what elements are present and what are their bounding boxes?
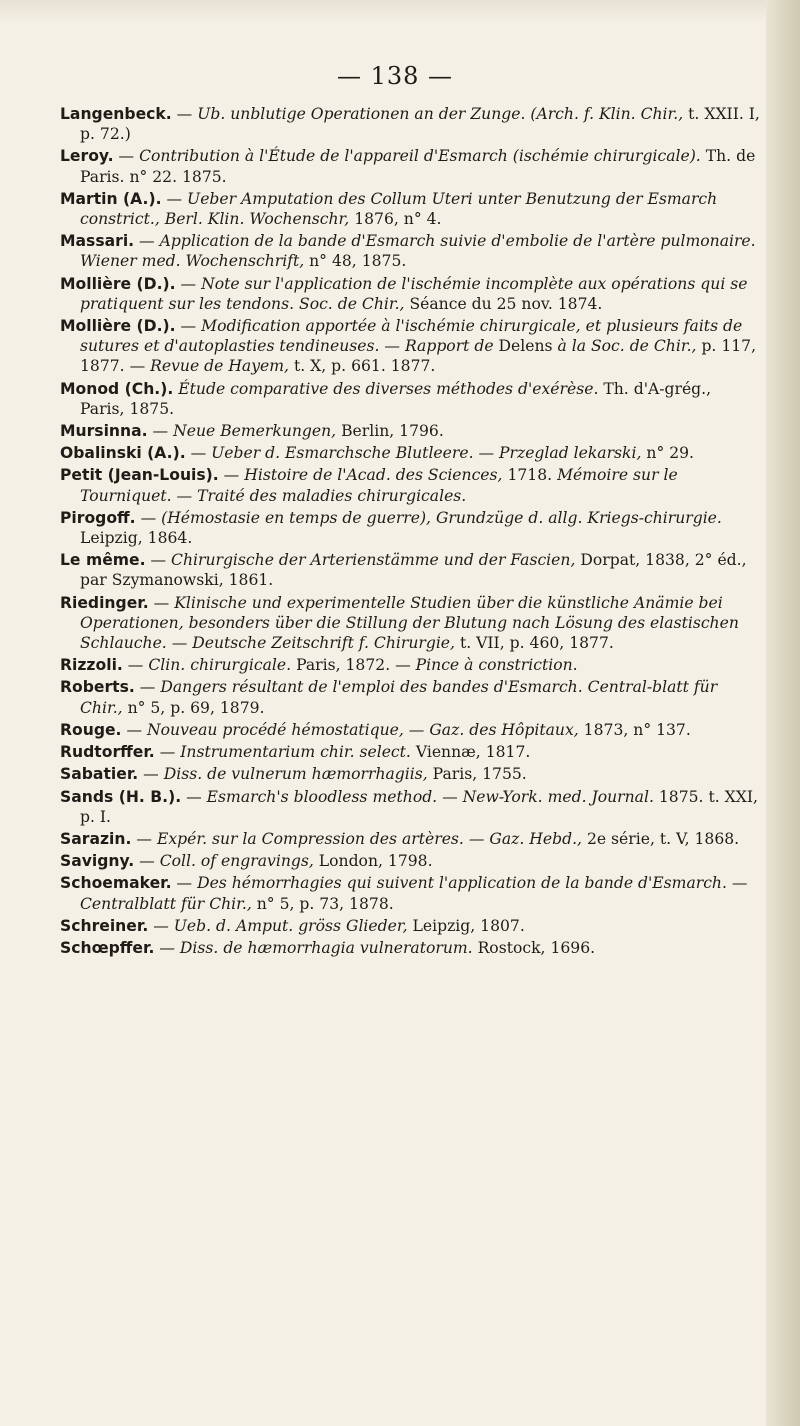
- entry-text: London, 1798.: [313, 852, 433, 871]
- entry-title-text: Ub. unblutige Operationen an der Zunge. (Arch. f. Klin. Chir.,: [197, 105, 684, 123]
- entry-text: 1873, n° 137.: [578, 720, 691, 739]
- entry-text: —: [121, 720, 147, 739]
- entry-text: 2e série, t. V, 1868.: [581, 829, 740, 848]
- entry-text: 1718.: [502, 466, 558, 485]
- entry-text: Leipzig, 1864.: [80, 529, 193, 548]
- bibliography-entry: [60, 274, 760, 314]
- page-number: — 138 —: [336, 62, 454, 90]
- entry-text: —: [135, 508, 162, 527]
- bibliography-entry: [60, 146, 760, 186]
- bibliography-entry: [60, 379, 760, 419]
- entry-author: Rudtorffer.: [60, 743, 155, 762]
- entry-title-text: Modification apportée à l'ischémie chirurgicale, et plusieurs faits de sutures et d'autoplasties tendineuses. — Rapport de: [80, 317, 743, 356]
- bibliography-entry: [60, 465, 760, 505]
- entry-text: —: [175, 317, 202, 336]
- entry-author: Sands (H. B.).: [60, 787, 182, 806]
- entry-author: Massari.: [60, 232, 135, 251]
- bibliography-entry: [60, 231, 760, 271]
- entry-title-text: Note sur l'application de l'ischémie incomplète aux opérations qui se pratiquent sur les tendons. Soc. de Chir.,: [80, 274, 748, 313]
- entry-text: —: [145, 551, 172, 570]
- entry-author: Le même.: [60, 551, 146, 570]
- entry-title-text: Diss. de vulnerum hæmorrhagiis,: [163, 765, 428, 784]
- entry-title-text: Pince à constriction.: [415, 656, 578, 675]
- entry-text: —: [171, 874, 198, 893]
- entry-title-text: Application de la bande d'Esmarch suivie d'embolie de l'artère pulmonaire. Wiener med. Wochenschrift,: [80, 232, 756, 271]
- bibliography-entry: [60, 655, 760, 675]
- entry-author: Mollière (D.).: [60, 317, 176, 336]
- entry-title-text: Contribution à l'Étude de l'appareil d'Esmarch (ischémie chirurgicale).: [139, 147, 701, 166]
- entry-author: Sarazin.: [60, 829, 132, 848]
- entry-text: Delens: [493, 337, 558, 356]
- entry-text: —: [122, 656, 149, 675]
- entry-text: 1875. t. XXI, p. I.: [80, 787, 758, 826]
- bibliography-entry: [60, 550, 760, 590]
- entry-author: Savigny.: [60, 852, 135, 871]
- entry-text: —: [154, 743, 181, 762]
- entry-author: Martin (A.).: [60, 189, 162, 208]
- entry-text: Paris, 1755.: [427, 765, 527, 784]
- entry-text: t. XXII. I, p. 72.): [80, 105, 760, 144]
- entry-author: Rouge.: [60, 720, 122, 739]
- entry-title-text: Clin. chirurgicale.: [148, 656, 292, 675]
- bibliography-entry: [60, 829, 760, 849]
- entry-author: Petit (Jean-Louis).: [60, 466, 219, 485]
- entry-text: —: [171, 105, 198, 123]
- entry-text: —: [131, 829, 157, 848]
- bibliography-entry: [60, 316, 760, 377]
- entry-author: Schœpffer.: [60, 938, 155, 957]
- bibliography-entry: [60, 104, 760, 144]
- entry-author: Schoemaker.: [60, 874, 172, 893]
- entry-text: —: [134, 678, 161, 697]
- entry-author: Roberts.: [60, 678, 135, 697]
- entry-text: —: [161, 189, 188, 208]
- entry-text: —: [134, 852, 160, 871]
- entry-author: Langenbeck.: [60, 105, 172, 123]
- bibliography-entry: [60, 851, 760, 871]
- entry-text: —: [185, 444, 212, 463]
- entry-text: t. X, p. 661. 1877.: [289, 357, 436, 376]
- entry-title-text: Ueber d. Esmarchsche Blutleere. — Przeglad lekarski,: [211, 444, 642, 463]
- entry-title-text: Revue de Hayem,: [150, 357, 290, 376]
- entry-title-text: Chirurgische der Arterienstämme und der Fascien,: [171, 551, 576, 570]
- entry-title-text: Klinische und experimentelle Studien über die künstliche Anämie bei Operationen, besonders über die Stillung der Blutung nach Lösung des elastischen Schlauche. — Deutsche Zeitschrift f. Chirurgie,: [80, 593, 739, 653]
- entry-text: 1876, n° 4.: [349, 210, 442, 229]
- entry-title-text: Diss. de hæmorrhagia vulneratorum.: [179, 938, 473, 957]
- entry-text: p. 117, 1877. —: [80, 337, 757, 376]
- entry-text: Paris, 1872. —: [291, 656, 416, 675]
- bibliography-entry: [60, 787, 760, 827]
- entry-text: —: [148, 916, 174, 935]
- entry-text: —: [113, 147, 140, 166]
- entry-title-text: Expér. sur la Compression des artères. — Gaz. Hebd.,: [156, 829, 582, 848]
- entry-text: t. VII, p. 460, 1877.: [455, 634, 614, 653]
- entry-text: —: [181, 787, 207, 806]
- entry-title-text: Esmarch's bloodless method. — New-York. med. Journal.: [206, 787, 654, 806]
- entry-title-text: Nouveau procédé hémostatique, — Gaz. des Hôpitaux,: [147, 720, 579, 739]
- bibliography-entry: [60, 421, 760, 441]
- entry-author: Leroy.: [60, 147, 114, 166]
- entry-text: —: [218, 466, 245, 485]
- entry-title-text: Histoire de l'Acad. des Sciences,: [244, 466, 503, 485]
- entry-author: Rizzoli.: [60, 656, 123, 675]
- entry-title-text: Coll. of engravings,: [159, 852, 314, 871]
- bibliography-entry: [60, 720, 760, 740]
- entry-author: Pirogoff.: [60, 508, 136, 527]
- entry-text: n° 5, p. 69, 1879.: [122, 698, 265, 717]
- entry-text: —: [175, 274, 202, 293]
- bibliography-entry: [60, 873, 760, 913]
- bibliography-entry: [60, 916, 760, 936]
- entry-text: —: [138, 765, 164, 784]
- bibliography-entry: [60, 443, 760, 463]
- entry-title-text: Instrumentarium chir. select.: [180, 743, 411, 762]
- entry-title-text: Étude comparative des diverses méthodes d'exérèse.: [178, 379, 599, 398]
- bibliography-entry: [60, 593, 760, 654]
- entry-text: —: [148, 593, 175, 612]
- bibliography-entry: [60, 508, 760, 548]
- entry-text: Rostock, 1696.: [472, 938, 596, 957]
- entry-title-text: Neue Bemerkungen,: [173, 422, 337, 441]
- page-right-edge: [766, 0, 800, 1426]
- entry-title-text: Ueber Amputation des Collum Uteri unter Benutzung der Esmarch constrict., Berl. Klin. Wochenschr,: [80, 189, 718, 229]
- entry-text: Viennæ, 1817.: [410, 743, 531, 762]
- bibliography-entry: [60, 764, 760, 784]
- entry-text: —: [154, 938, 180, 957]
- entry-title-text: Des hémorrhagies qui suivent l'application de la bande d'Esmarch. — Centralblatt für Chir.,: [80, 874, 748, 913]
- entry-text: Th. d'A-grég., Paris, 1875.: [80, 379, 712, 418]
- entry-title-text: à la Soc. de Chir.,: [557, 337, 697, 356]
- entry-text: Séance du 25 nov. 1874.: [404, 294, 603, 313]
- entry-text: —: [134, 232, 160, 251]
- entry-author: Mursinna.: [60, 422, 148, 441]
- entry-title-text: Dangers résultant de l'emploi des bandes d'Esmarch. Central-blatt für Chir.,: [80, 678, 718, 717]
- entry-author: Schreiner.: [60, 916, 149, 935]
- entry-text: —: [147, 422, 174, 441]
- entry-author: Mollière (D.).: [60, 274, 176, 293]
- entry-author: Monod (Ch.).: [60, 379, 174, 398]
- bibliography-entry: [60, 677, 760, 717]
- entry-author: Sabatier.: [60, 765, 139, 784]
- entry-author: Obalinski (A.).: [60, 444, 186, 463]
- page-top-edge: [0, 0, 800, 22]
- entry-text: n° 5, p. 73, 1878.: [251, 894, 394, 913]
- bibliography-entry: [60, 938, 760, 958]
- bibliography-list: [60, 104, 760, 960]
- entry-text: Berlin, 1796.: [336, 422, 444, 441]
- entry-text: n° 48, 1875.: [304, 252, 407, 271]
- bibliography-entry: [60, 742, 760, 762]
- entry-text: Leipzig, 1807.: [407, 916, 525, 935]
- entry-text: n° 29.: [641, 444, 695, 463]
- entry-author: Riedinger.: [60, 593, 149, 612]
- entry-title-text: Mémoire sur le Tourniquet. — Traité des maladies chirurgicales.: [80, 466, 678, 505]
- bibliography-entry: [60, 189, 760, 229]
- entry-title-text: Ueb. d. Amput. gröss Glieder,: [173, 916, 408, 935]
- entry-title-text: (Hémostasie en temps de guerre), Grundzüge d. allg. Kriegs-chirurgie.: [161, 508, 722, 527]
- entry-text: Th. de Paris. n° 22. 1875.: [80, 147, 756, 186]
- entry-text: Dorpat, 1838, 2° éd., par Szymanowski, 1861.: [80, 551, 747, 590]
